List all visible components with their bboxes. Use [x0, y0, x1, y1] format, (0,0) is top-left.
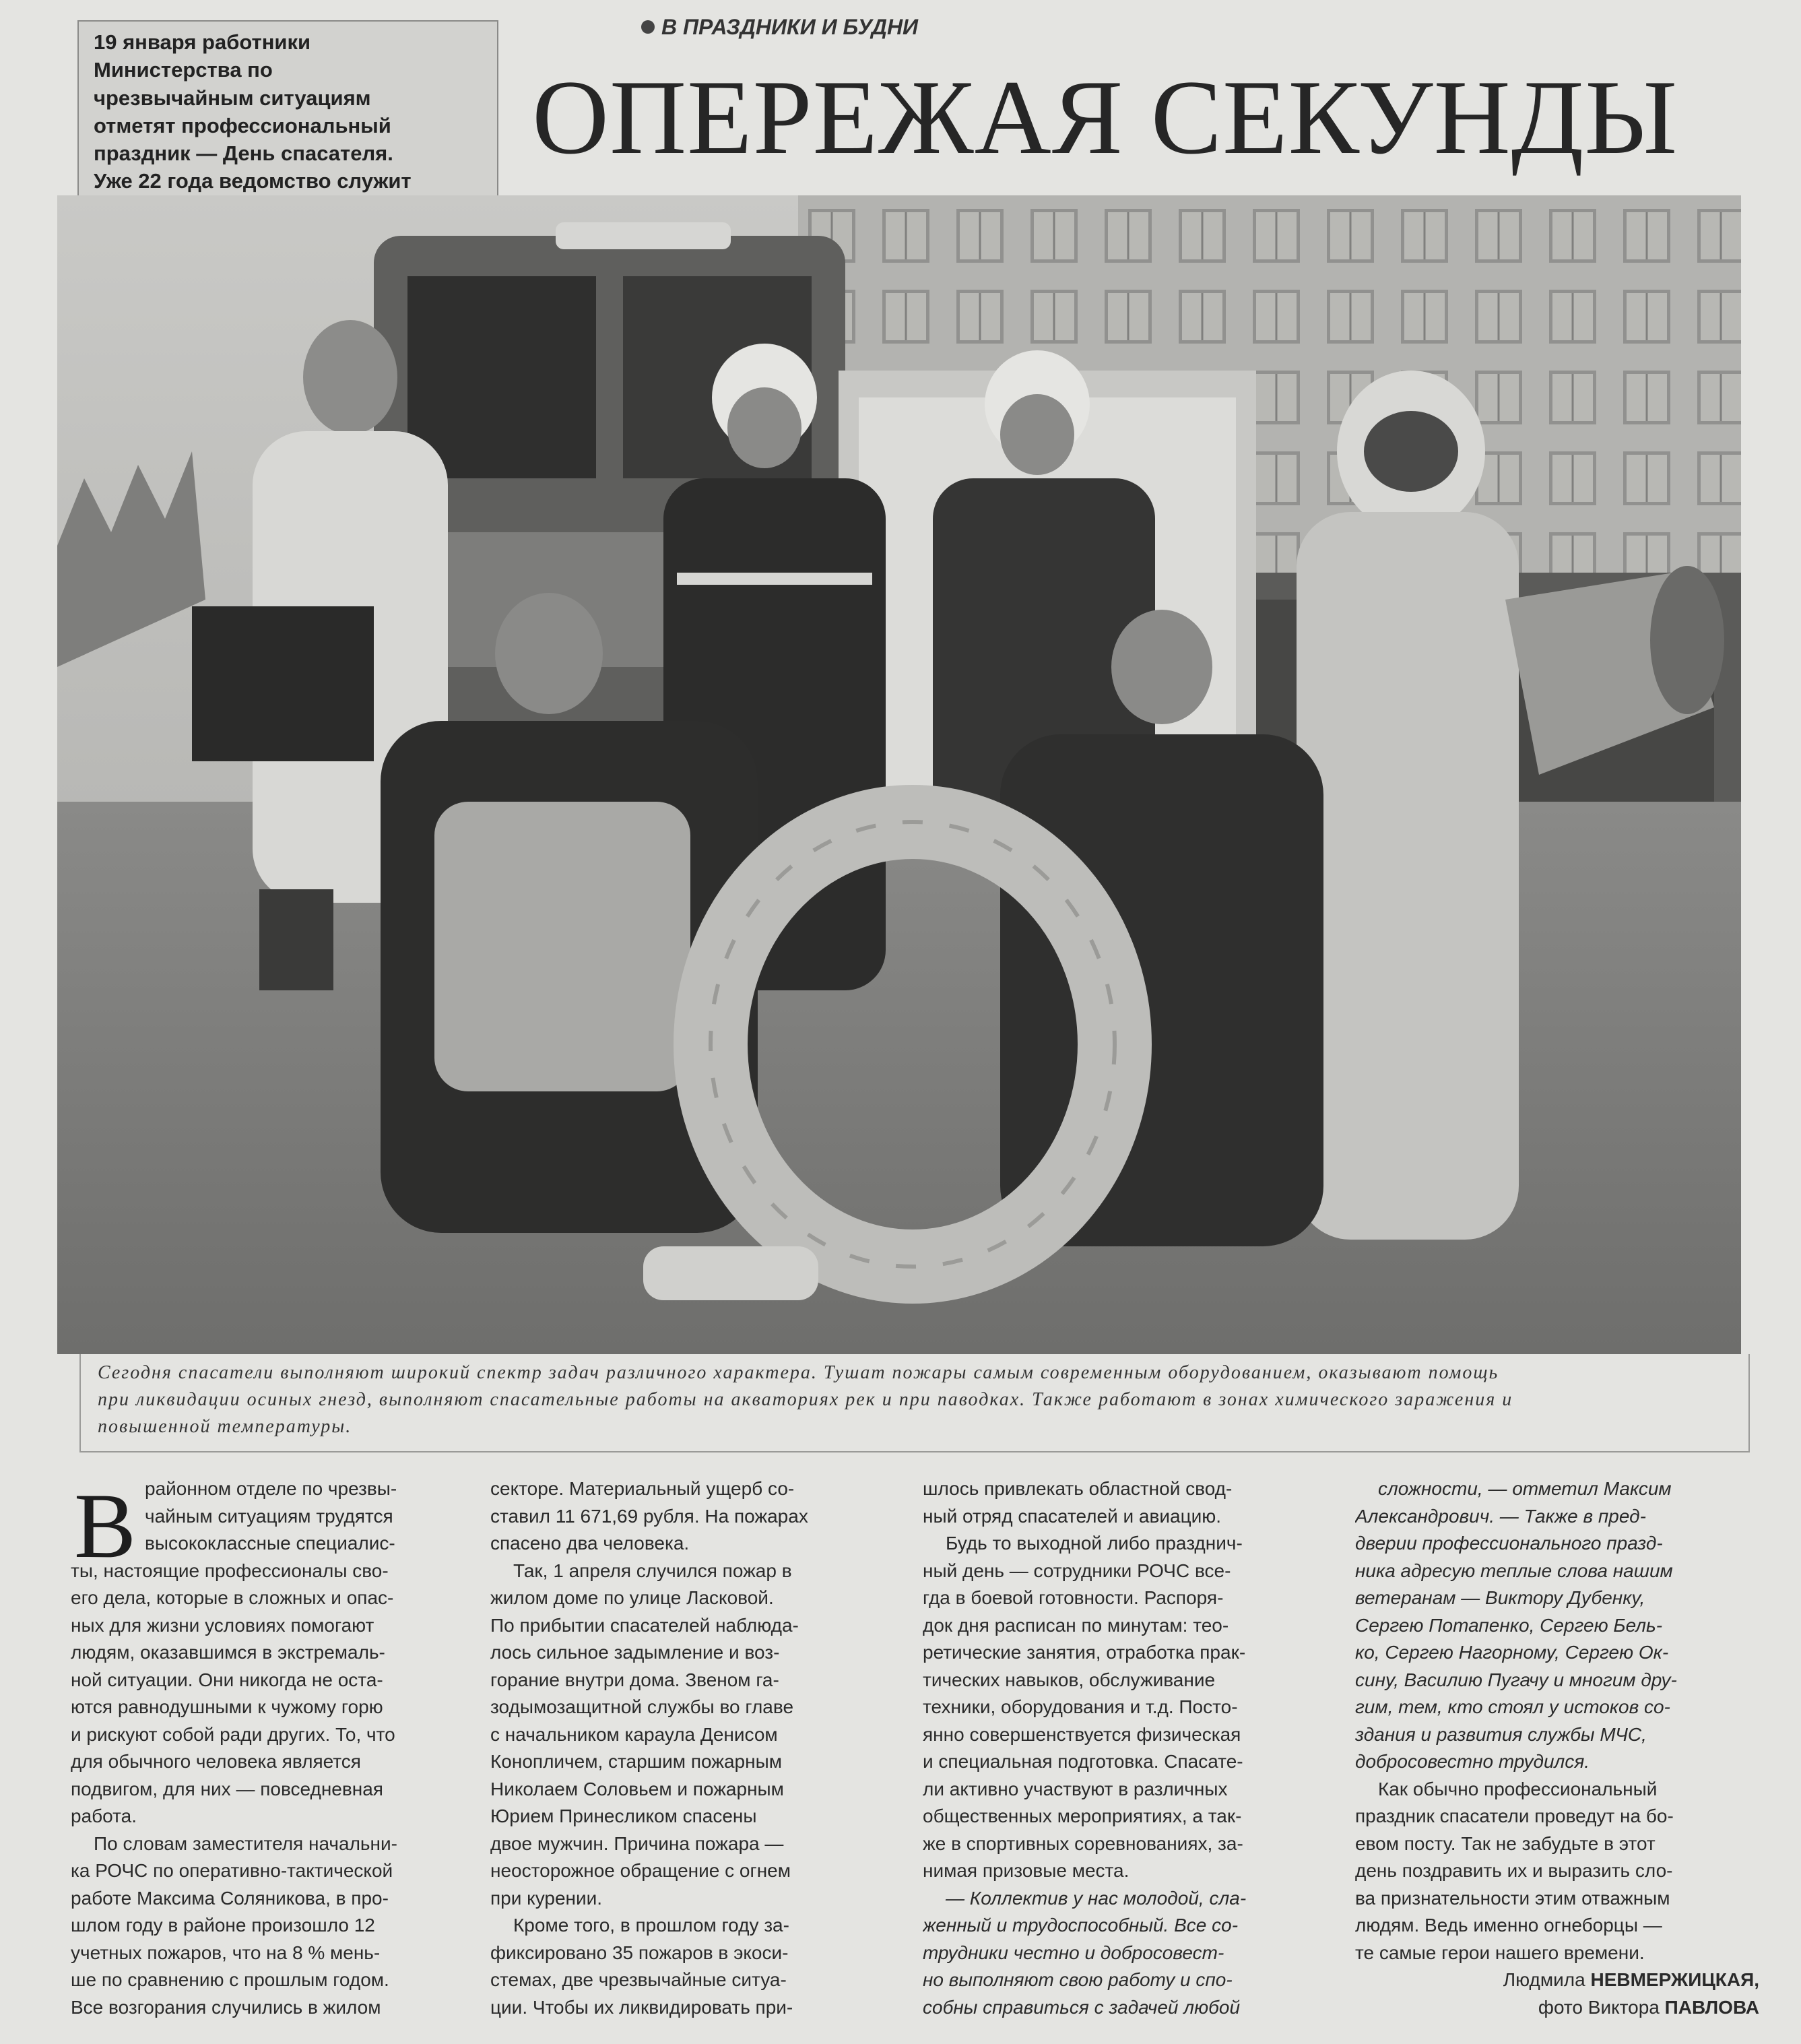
text-line: По прибытии спасателей наблюда-	[490, 1614, 799, 1636]
photo-illustration	[57, 195, 1741, 1354]
caption-line: Сегодня спасатели выполняют широкий спектр задач различного характера. Тушат пожары самым современным оборудованием, оказывают помощь	[98, 1362, 1499, 1383]
text-line: техники, оборудования и т.д. Посто-	[923, 1696, 1238, 1717]
text-line: подвигом, для них — повседневная	[71, 1778, 383, 1799]
text-line: ветеранам — Виктору Дубенку,	[1355, 1587, 1645, 1608]
headline: ОПЕРЕЖАЯ СЕКУНДЫ	[532, 59, 1678, 177]
text-line: чайным ситуациям трудятся	[145, 1505, 393, 1527]
text-line: спасено два человека.	[490, 1533, 690, 1554]
rubric-label: В ПРАЗДНИКИ И БУДНИ	[661, 15, 919, 39]
article-column-3	[923, 1475, 1323, 2021]
text-line: добросовестно трудился.	[1355, 1751, 1590, 1772]
text-line: собны справиться с задачей любой	[923, 1996, 1241, 2018]
lead-line: отметят профессиональный	[94, 113, 391, 137]
byline-photo-prefix: фото Виктора	[1538, 1996, 1665, 2018]
text-line: ной ситуации. Они никогда не оста-	[71, 1669, 383, 1690]
text-line: ка РОЧС по оперативно-тактической	[71, 1860, 393, 1881]
text-line: ли активно участвуют в различных	[923, 1778, 1228, 1799]
text-line: гда в боевой готовности. Распоря-	[923, 1587, 1224, 1608]
text-line: — Коллектив у нас молодой, сла-	[946, 1887, 1247, 1909]
text-line: ва признательности этим отважным	[1355, 1887, 1670, 1909]
text-line: высококлассные специалис-	[145, 1533, 395, 1554]
text-line: двое мужчин. Причина пожара —	[490, 1832, 784, 1854]
text-line: работа.	[71, 1806, 137, 1826]
text-line: ко, Сергею Нагорному, Сергею Ок-	[1355, 1642, 1669, 1663]
lead-line: чрезвычайным ситуациям	[94, 86, 371, 110]
text-line: женный и трудоспособный. Все со-	[923, 1915, 1239, 1936]
text-line: Все возгорания случились в жилом	[71, 1996, 381, 2018]
text-line: Так, 1 апреля случился пожар в	[513, 1560, 792, 1581]
text-line: шлось привлекать областной свод-	[923, 1478, 1233, 1499]
caption-line: повышенной температуры.	[98, 1416, 352, 1437]
text-line: секторе. Материальный ущерб со-	[490, 1478, 795, 1499]
photo-caption	[79, 1354, 1750, 1452]
text-line: ты, настоящие профессионалы сво-	[71, 1560, 389, 1581]
text-line: учетных пожаров, что на 8 % мень-	[71, 1942, 381, 1963]
article-column-1	[71, 1475, 471, 2021]
text-line: жилом доме по улице Ласковой.	[490, 1587, 774, 1608]
caption-line: при ликвидации осиных гнезд, выполняют спасательные работы на акваториях рек и при паводках. Также работают в зонах химического заражения и	[98, 1389, 1513, 1410]
text-line: ный отряд спасателей и авиацию.	[923, 1505, 1222, 1527]
text-line: тических навыков, обслуживание	[923, 1669, 1216, 1690]
text-line: при курении.	[490, 1887, 603, 1909]
byline-author	[1355, 1967, 1759, 1994]
text-line: ных для жизни условиях помогают	[71, 1614, 374, 1636]
byline-photo	[1355, 1994, 1759, 2022]
text-line: трудники честно и добросовест-	[923, 1942, 1224, 1963]
text-line: гим, тем, кто стоял у истоков со-	[1355, 1696, 1670, 1717]
text-line: нимая призовые места.	[923, 1860, 1129, 1881]
article-column-2	[490, 1475, 891, 2021]
lead-line: Министерства по	[94, 58, 273, 82]
text-line: неосторожное обращение с огнем	[490, 1860, 791, 1881]
text-line: ются равнодушными к чужому горю	[71, 1696, 383, 1717]
article-column-4	[1355, 1475, 1759, 2021]
section-rubric	[641, 15, 918, 40]
text-line: Сергею Потапенко, Сергею Бель-	[1355, 1614, 1663, 1636]
text-line: Как обычно профессиональный	[1378, 1778, 1658, 1799]
text-line: же в спортивных соревнованиях, за-	[923, 1832, 1243, 1854]
text-line: зодымозащитной службы во главе	[490, 1696, 794, 1717]
text-line: и рискуют собой ради других. То, что	[71, 1723, 395, 1745]
text-line: ретические занятия, отработка прак-	[923, 1642, 1246, 1663]
text-line: дверии профессионального празд-	[1355, 1533, 1663, 1554]
text-line: Александрович. — Также в пред-	[1355, 1505, 1646, 1527]
lead-line: Уже 22 года ведомство служит	[94, 169, 412, 193]
text-line: горание внутри дома. Звеном га-	[490, 1669, 779, 1690]
text-line: районном отделе по чрезвы-	[145, 1478, 397, 1499]
text-line: стемах, две чрезвычайные ситуа-	[490, 1969, 787, 1990]
text-line: но выполняют свою работу и спо-	[923, 1969, 1233, 1990]
text-line: здания и развития службы МЧС,	[1355, 1723, 1647, 1745]
text-line: ставил 11 671,69 рубля. На пожарах	[490, 1505, 808, 1527]
text-line: ции. Чтобы их ликвидировать при-	[490, 1996, 793, 2018]
text-line: ный день — сотрудники РОЧС все-	[923, 1560, 1231, 1581]
text-line: ника адресую теплые слова нашим	[1355, 1560, 1673, 1581]
text-line: лось сильное задымление и воз-	[490, 1642, 780, 1663]
text-line: общественных мероприятиях, а так-	[923, 1806, 1242, 1826]
bullet-icon	[641, 20, 655, 34]
text-line: день поздравить их и выразить сло-	[1355, 1860, 1673, 1881]
text-line: Будь то выходной либо празднич-	[946, 1533, 1243, 1554]
text-line: сину, Василию Пугачу и многим дру-	[1355, 1669, 1677, 1690]
text-line: людям, оказавшимся в экстремаль-	[71, 1642, 385, 1663]
text-line: Николаем Соловьем и пожарным	[490, 1778, 784, 1799]
text-line: праздник спасатели проведут на бо-	[1355, 1806, 1674, 1826]
text-line: работе Максима Соляникова, в про-	[71, 1887, 389, 1909]
byline-photo-name: ПАВЛОВА	[1664, 1996, 1759, 2018]
text-line: По словам заместителя начальни-	[94, 1832, 397, 1854]
text-line: Конопличем, старшим пожарным	[490, 1751, 782, 1772]
byline-author-name: НЕВМЕРЖИЦКАЯ,	[1590, 1969, 1759, 1990]
text-line: те самые герои нашего времени.	[1355, 1942, 1645, 1963]
drop-cap: В	[74, 1474, 137, 1577]
text-line: сложности, — отметил Максим	[1378, 1478, 1672, 1499]
text-line: док дня расписан по минутам: тео-	[923, 1614, 1229, 1636]
text-line: людям. Ведь именно огнеборцы —	[1355, 1915, 1662, 1936]
text-line: шлом году в районе произошло 12	[71, 1915, 375, 1936]
lead-line: 19 января работники	[94, 30, 311, 54]
lead-line: праздник — День спасателя.	[94, 141, 393, 166]
text-line: для обычного человека является	[71, 1751, 361, 1772]
text-line: фиксировано 35 пожаров в экоси-	[490, 1942, 789, 1963]
byline-author-prefix: Людмила	[1503, 1969, 1591, 1990]
text-line: с начальником караула Денисом	[490, 1723, 778, 1745]
text-line: ше по сравнению с прошлым годом.	[71, 1969, 389, 1990]
text-line: янно совершенствуется физическая	[923, 1723, 1241, 1745]
text-line: его дела, которые в сложных и опас-	[71, 1587, 394, 1608]
text-line: Юрием Принесликом спасены	[490, 1806, 757, 1826]
text-line: и специальная подготовка. Спасате-	[923, 1751, 1243, 1772]
text-line: евом посту. Так не забудьте в этот	[1355, 1832, 1656, 1854]
article-photo	[57, 195, 1741, 1354]
text-line: Кроме того, в прошлом году за-	[513, 1915, 789, 1936]
